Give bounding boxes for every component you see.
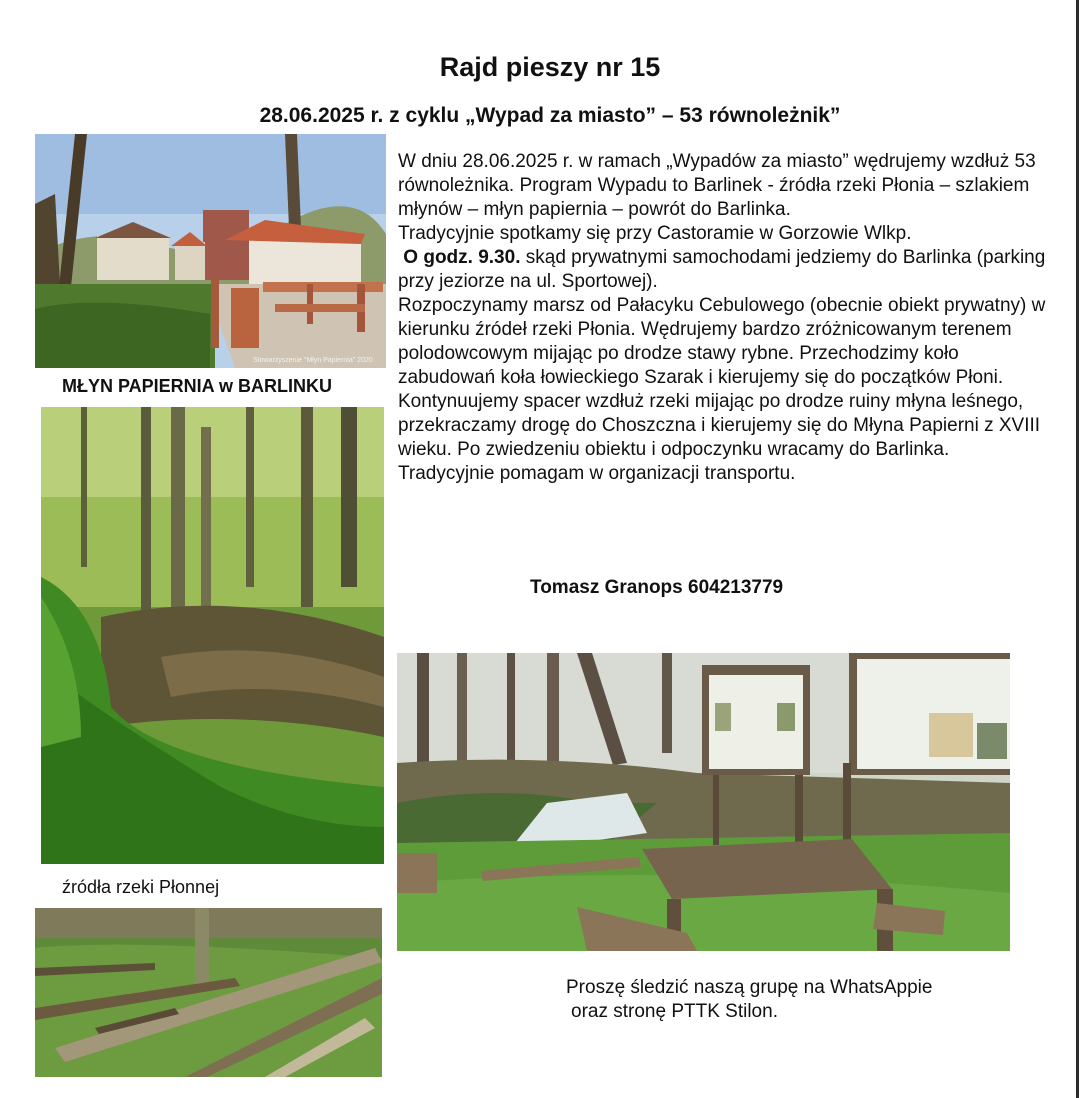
follow-line-2: oraz stronę PTTK Stilon. (571, 1001, 778, 1022)
follow-line-1: Proszę śledzić naszą grupę na WhatsAppie (566, 977, 933, 998)
marsh-photo (35, 908, 382, 1077)
departure-time: O godz. 9.30. (403, 247, 521, 268)
paragraph-route: Rozpoczynamy marsz od Pałacyku Cebulowego (obecnie obiekt prywatny) w kierunku źródeł rzeki Płonia. Wędrujemy bardzo zróżnicowanym terenem polodowcowym mijając po drodze stawy rybne. Przechodzimy koło zabudowań koła łowieckiego Szarak i kierujemy się do początków Płoni. (398, 295, 1046, 388)
springs-forest-photo (41, 407, 384, 864)
info-boards-photo (397, 653, 1010, 951)
page-edge (1076, 0, 1079, 1098)
page-subtitle: 28.06.2025 r. z cyklu „Wypad za miasto” – 53 równoleżnik” (259, 104, 841, 127)
paragraph-departure (398, 246, 1058, 294)
departure-text: skąd prywatnymi samochodami jedziemy do Barlinka (parking przy jeziorze na ul. Sportowej). (398, 247, 1046, 292)
paragraph-continuation: Kontynuujemy spacer wzdłuż rzeki mijając po drodze ruiny młyna leśnego, przekraczamy drogę do Choszczna i kierujemy się do Młyna Papierni z XVIII wieku. Po zwiedzeniu obiektu i odpoczynku wracamy do Barlinka. (398, 391, 1041, 460)
page-title: Rajd pieszy nr 15 (439, 52, 661, 82)
mill-photo-watermark: Stowarzyszenie "Młyn Papiernia" 2020 (253, 357, 373, 364)
organizer-signature: Tomasz Granops 604213779 (530, 577, 784, 598)
follow-note (566, 976, 932, 1024)
springs-caption: źródła rzeki Płonnej (62, 877, 220, 897)
paragraph-transport: Tradycyjnie pomagam w organizacji transportu. (398, 463, 796, 484)
mill-photo (35, 134, 386, 368)
paragraph-intro: W dniu 28.06.2025 r. w ramach „Wypadów za miasto” wędrujemy wzdłuż 53 równoleżnika. Program Wypadu to Barlinek - źródła rzeki Płonia – szlakiem młynów – młyn papiernia – powrót do Barlinka. (398, 151, 1036, 220)
mill-caption: MŁYN PAPIERNIA w BARLINKU (62, 376, 332, 396)
paragraph-meeting: Tradycyjnie spotkamy się przy Castoramie w Gorzowie Wlkp. (398, 223, 912, 244)
description-text (398, 150, 1058, 486)
